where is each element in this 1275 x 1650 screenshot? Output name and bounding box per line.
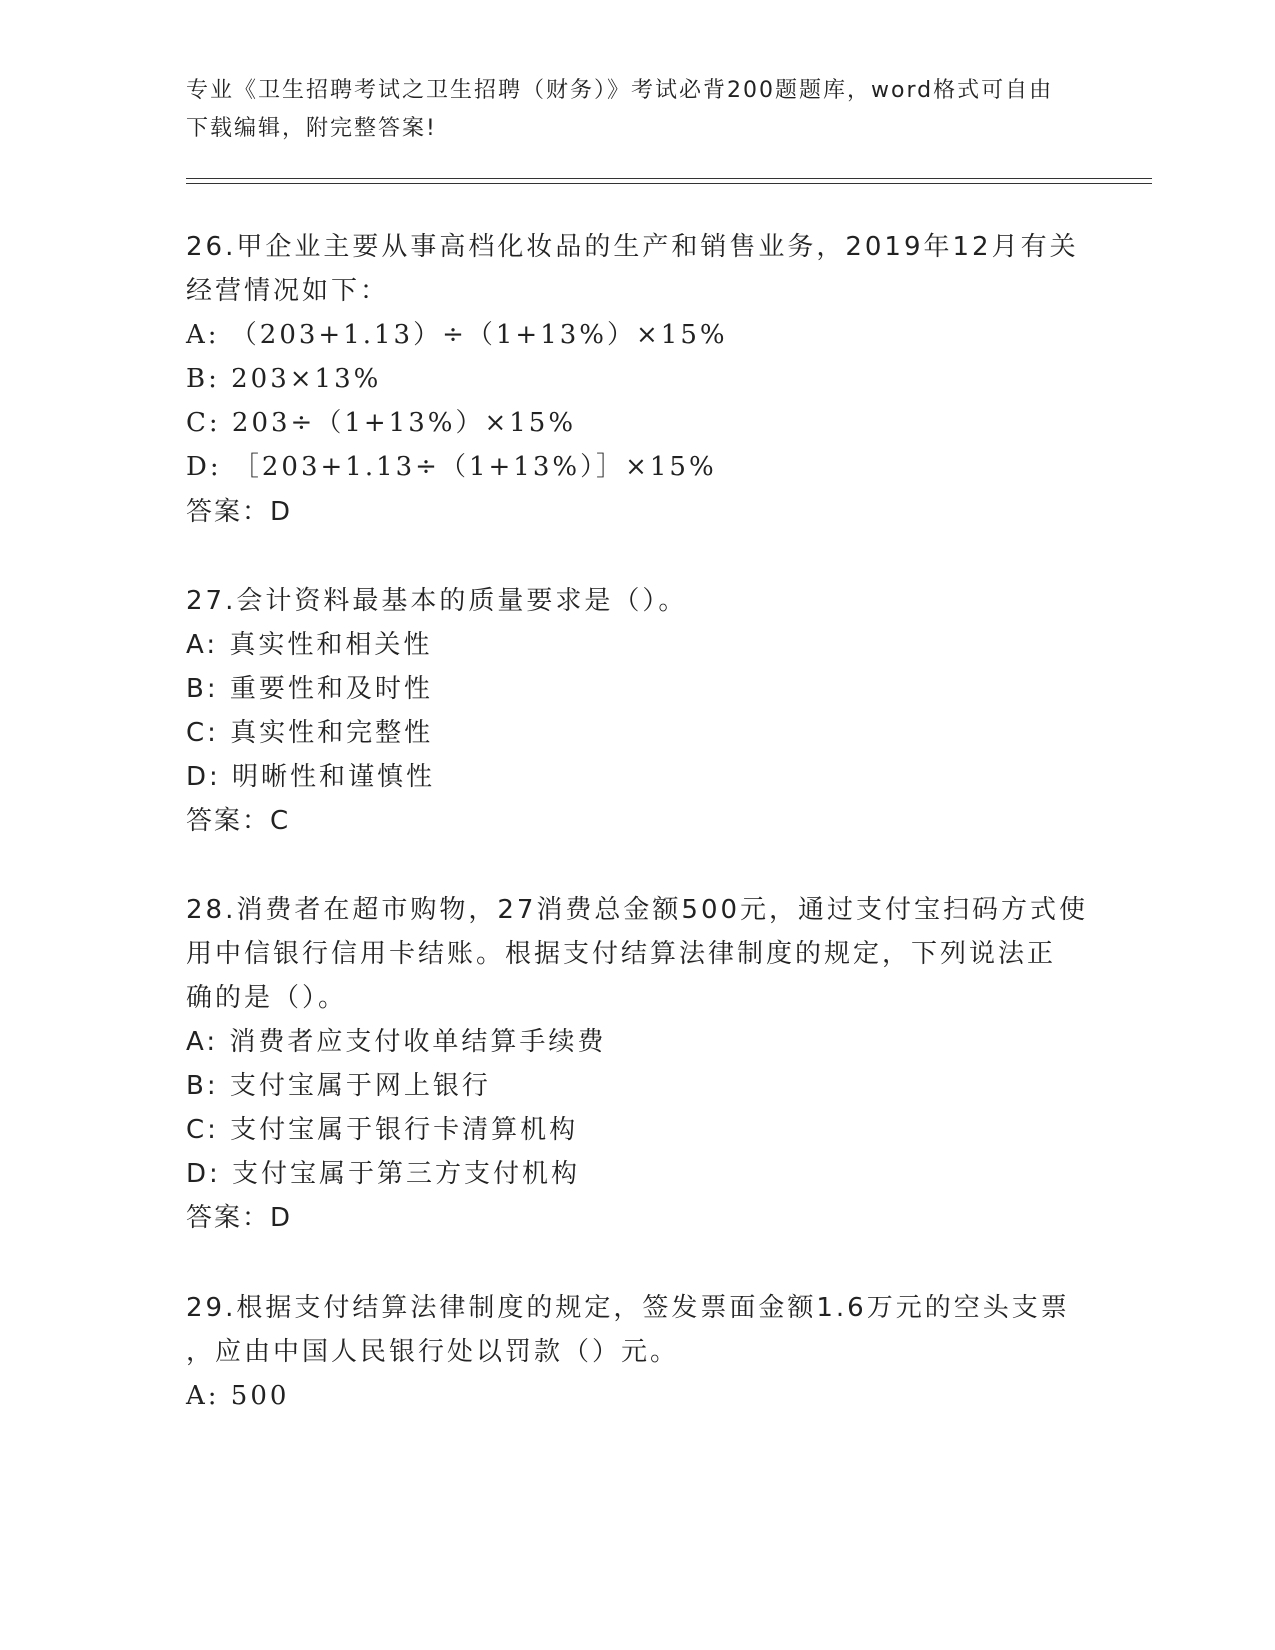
question-26-answer: 答案：D	[186, 497, 293, 527]
document-header: 专业《卫生招聘考试之卫生招聘（财务）》考试必背200题题库，word格式可自由下载编辑，附完整答案!	[186, 78, 1054, 141]
question-29-line-1: 29.根据支付结算法律制度的规定，签发票面金额1.6万元的空头支票	[186, 1293, 1070, 1323]
question-26-option-d: D: ［203+1.13÷（1+13%）］×15%	[186, 452, 717, 482]
question-27-line-1: 27.会计资料最基本的质量要求是（）。	[186, 586, 688, 616]
question-29-option-a: A: 500	[186, 1381, 290, 1411]
header-rule-bottom	[186, 183, 1152, 184]
question-28-option-d: D: 支付宝属于第三方支付机构	[186, 1159, 581, 1189]
question-26-line-2: 经营情况如下：	[186, 276, 390, 306]
question-28-option-c: C: 支付宝属于银行卡清算机构	[186, 1115, 579, 1145]
question-29-line-2: ，应由中国人民银行处以罚款（）元。	[186, 1337, 680, 1367]
question-27-option-b: B: 重要性和及时性	[186, 674, 433, 704]
question-26-option-b: B: 203×13%	[186, 364, 382, 394]
question-27-option-a: A: 真实性和相关性	[186, 630, 433, 660]
question-28-line-3: 确的是（）。	[186, 983, 348, 1013]
question-27-option-d: D: 明晰性和谨慎性	[186, 762, 436, 792]
question-26-option-a: A: （203+1.13）÷（1+13%）×15%	[186, 320, 728, 350]
question-28-line-2: 用中信银行信用卡结账。根据支付结算法律制度的规定，下列说法正	[186, 939, 1057, 969]
question-28-answer: 答案：D	[186, 1203, 293, 1233]
question-26-line-1: 26.甲企业主要从事高档化妆品的生产和销售业务，2019年12月有关	[186, 232, 1079, 262]
question-28-line-1: 28.消费者在超市购物，27消费总金额500元，通过支付宝扫码方式使	[186, 895, 1089, 925]
question-26-option-c: C: 203÷（1+13%）×15%	[186, 408, 577, 438]
header-rule-top	[186, 178, 1152, 179]
question-27-option-c: C: 真实性和完整性	[186, 718, 434, 748]
question-27-answer: 答案：C	[186, 806, 291, 836]
question-28-option-b: B: 支付宝属于网上银行	[186, 1071, 491, 1101]
question-28-option-a: A: 消费者应支付收单结算手续费	[186, 1027, 607, 1057]
